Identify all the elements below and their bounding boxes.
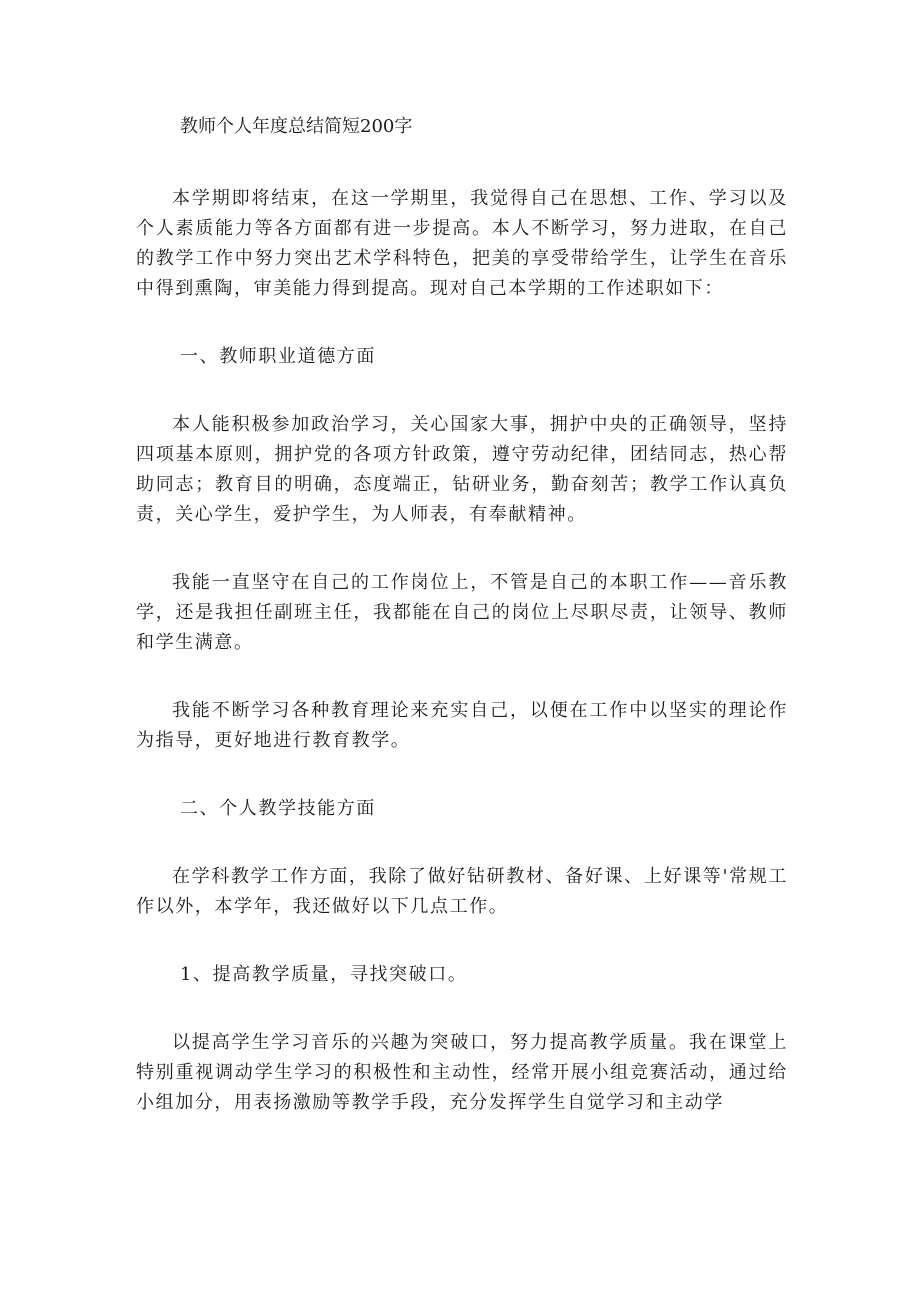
paragraph-quality: 以提高学生学习音乐的兴趣为突破口，努力提高教学质量。我在课堂上特别重视调动学生学习的积极性和主动性，经常开展小组竞赛活动，通过给小组加分，用表扬激励等教学手段，充分发挥学生自觉学习和主动学	[136, 1032, 788, 1113]
section-heading-ethics: 一、教师职业道德方面	[180, 346, 376, 367]
spacer	[136, 304, 788, 342]
paragraph-intro: 本学期即将结束，在这一学期里，我觉得自己在思想、工作、学习以及个人素质能力等各方面都有进一步提高。本人不断学习，努力进取，在自己的教学工作中努力突出艺术学科特色，把美的享受带给学生，让学生在音乐中得到熏陶，审美能力得到提高。现对自己本学期的工作述职如下：	[136, 188, 788, 299]
spacer	[136, 824, 788, 862]
spacer	[136, 530, 788, 568]
paragraph-ethics: 本人能积极参加政治学习，关心国家大事，拥护中央的正确领导，坚持四项基本原则，拥护党的各项方针政策，遵守劳动纪律，团结同志，热心帮助同志；教育目的明确，态度端正，钻研业务，勤奋刻苦；教学工作认真负责，关心学生，爱护学生，为人师表，有奉献精神。	[136, 414, 788, 525]
spacer	[136, 146, 788, 184]
paragraph-post: 我能一直坚守在自己的工作岗位上，不管是自己的本职工作——音乐教学，还是我担任副班主任，我都能在自己的岗位上尽职尽责，让领导、教师和学生满意。	[136, 572, 788, 653]
paragraph-teaching-work: 在学科教学工作方面，我除了做好钻研教材、备好课、上好课等'常规工作以外，本学年，我还做好以下几点工作。	[136, 866, 788, 917]
document-body	[136, 108, 788, 1118]
section-heading-skills: 二、个人教学技能方面	[180, 798, 376, 819]
document-title: 教师个人年度总结简短200字	[180, 116, 413, 137]
subsection-heading-quality: 1、提高教学质量，寻找突破口。	[180, 964, 468, 985]
spacer	[136, 922, 788, 960]
spacer	[136, 372, 788, 410]
paragraph-theory: 我能不断学习各种教育理论来充实自己，以便在工作中以坚实的理论作为指导，更好地进行教育教学。	[136, 700, 788, 751]
spacer	[136, 658, 788, 696]
spacer	[136, 990, 788, 1028]
spacer	[136, 756, 788, 794]
